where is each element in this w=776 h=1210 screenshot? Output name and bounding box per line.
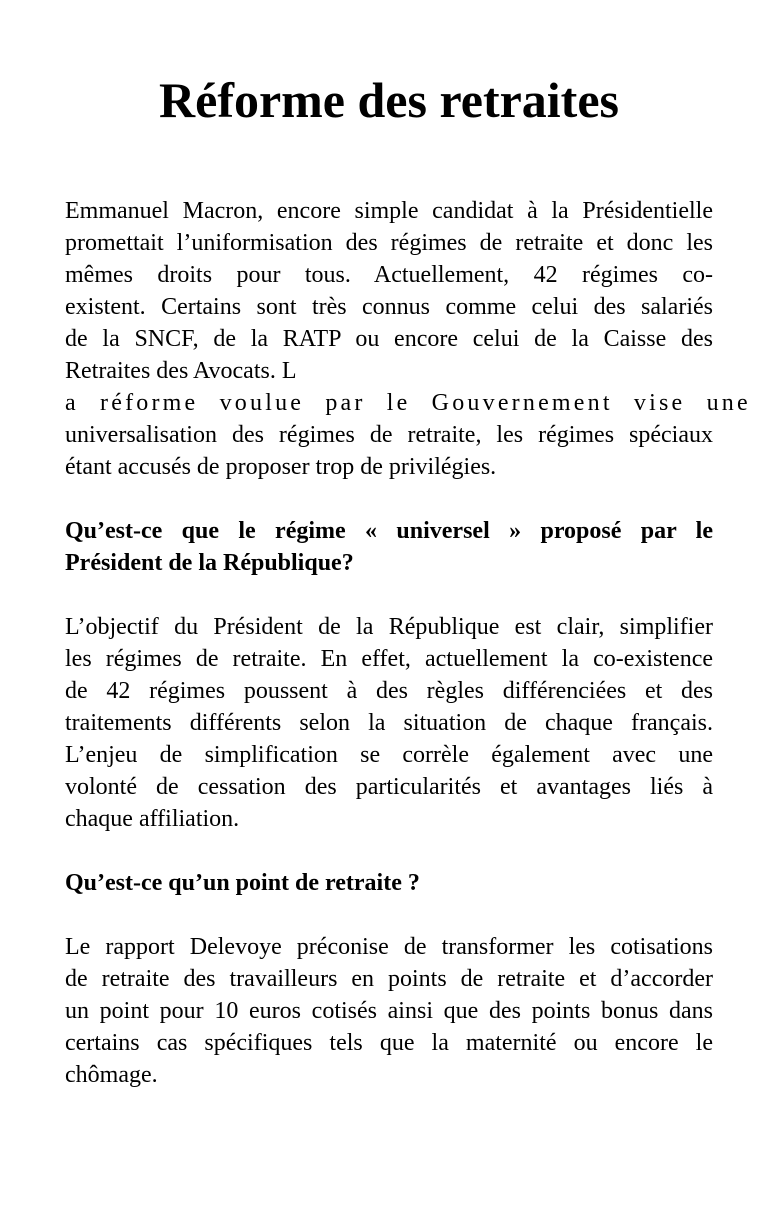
text-line: de 42 régimes poussent à des règles différenciées et des [65,678,713,704]
text-line: certains cas spécifiques tels que la maternité ou encore le [65,1030,713,1056]
intro-paragraph [65,195,751,483]
text-line: Le rapport Delevoye préconise de transformer les cotisations [65,934,713,960]
heading-line: Qu’est-ce qu’un point de retraite ? [65,870,420,896]
text-line: L’enjeu de simplification se corrèle également avec une [65,742,713,768]
text-line: chômage. [65,1062,158,1088]
page-title: Réforme des retraites [159,72,619,128]
text-line: chaque affiliation. [65,806,240,832]
text-line: les régimes de retraite. En effet, actuellement la co-existence [65,646,713,672]
text-line: promettait l’uniformisation des régimes de retraite et donc les [65,230,713,256]
text-line: Emmanuel Macron, encore simple candidat à la Présidentielle [65,198,713,224]
text-line: un point pour 10 euros cotisés ainsi que des points bonus dans [65,998,713,1024]
heading-line: Qu’est-ce que le régime « universel » proposé par le [65,518,713,544]
text-line: étant accusés de proposer trop de privilégies. [65,454,497,480]
text-line: mêmes droits pour tous. Actuellement, 42 régimes co- [65,262,713,288]
retirement-point-paragraph [65,931,713,1091]
text-line: universalisation des régimes de retraite, les régimes spéciaux [65,422,713,448]
section-heading-retirement-point [65,867,713,899]
text-line: L’objectif du Président de la République est clair, simplifier [65,614,713,640]
text-line: a réforme voulue par le Gouvernement vise une [65,390,751,416]
text-line: Retraites des Avocats. L [65,358,297,384]
text-line: volonté de cessation des particularités et avantages liés à [65,774,713,800]
universal-regime-paragraph [65,611,713,835]
section-heading-universal-regime [65,515,713,579]
text-line: traitements différents selon la situation de chaque français. [65,710,713,736]
text-line: existent. Certains sont très connus comme celui des salariés [65,294,713,320]
text-line: de retraite des travailleurs en points de retraite et d’accorder [65,966,713,992]
heading-line: Président de la République? [65,550,354,576]
text-line: de la SNCF, de la RATP ou encore celui de la Caisse des [65,326,713,352]
